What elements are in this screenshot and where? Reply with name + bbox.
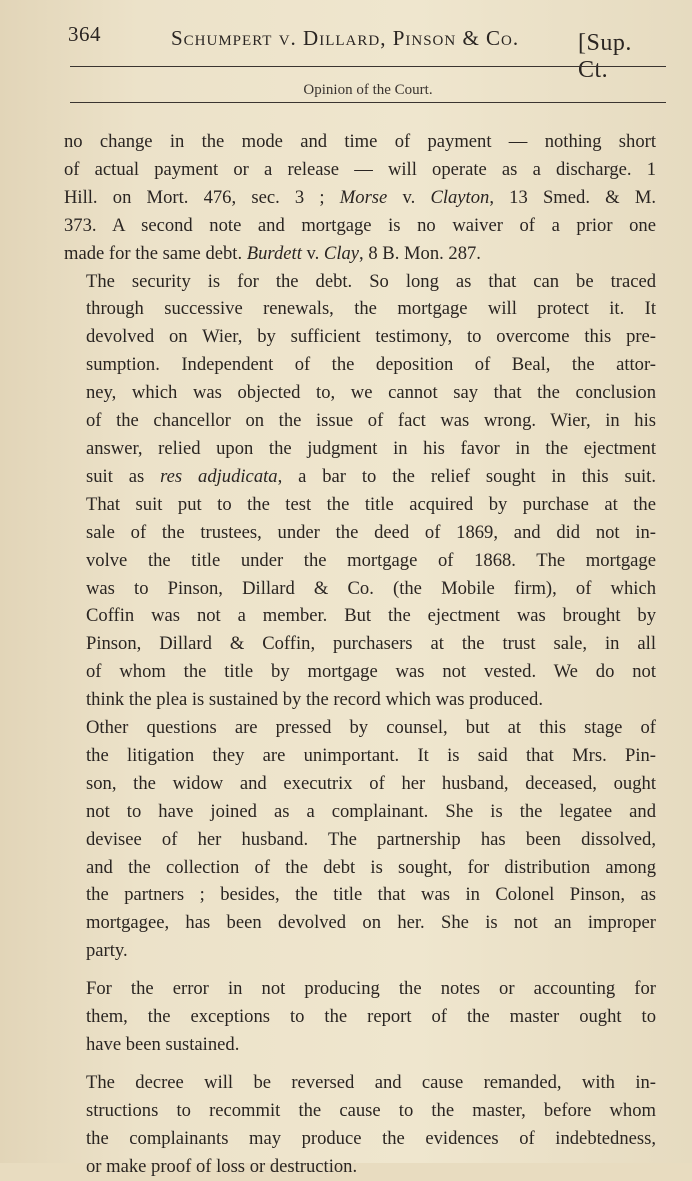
text-line: structions to recommit the cause to the master, before whom <box>86 1099 656 1121</box>
text-line: Other questions are pressed by counsel, but at this stage of <box>86 717 656 739</box>
paragraph <box>64 975 656 1059</box>
text-line: mortgagee, has been devolved on her. She is not an improper <box>86 912 656 934</box>
text-line: the litigation they are unimportant. It is said that Mrs. Pin- <box>86 744 656 766</box>
text-line: The decree will be reversed and cause remanded, with in- <box>86 1071 656 1093</box>
running-title: Schumpert v. Dillard, Pinson & Co. <box>171 26 520 50</box>
text-line: or make proof of loss or destruction. <box>86 1155 358 1177</box>
text-line: was to Pinson, Dillard & Co. (the Mobile firm), of which <box>86 577 656 599</box>
text-line: 373. A second note and mortgage is no waiver of a prior one <box>64 214 656 236</box>
text-line: not to have joined as a complainant. She is the legatee and <box>86 800 656 822</box>
text-line: of actual payment or a release — will operate as a discharge. 1 <box>64 158 656 180</box>
text-line: ney, which was objected to, we cannot say that the conclusion <box>86 382 656 404</box>
page-header <box>68 22 668 83</box>
text-line: devolved on Wier, by sufficient testimony, to overcome this pre- <box>86 326 656 348</box>
text-line: son, the widow and executrix of her husband, deceased, ought <box>86 772 656 794</box>
text-line: devisee of her husband. The partnership has been dissolved, <box>86 828 656 850</box>
text-line: made for the same debt. Burdett v. Clay, 8 B. Mon. 287. <box>64 242 481 264</box>
text-line: For the error in not producing the notes or accounting for <box>86 978 656 1000</box>
text-line: of the chancellor on the issue of fact was wrong. Wier, in his <box>86 410 656 432</box>
text-line: Pinson, Dillard & Coffin, purchasers at the trust sale, in all <box>86 633 656 655</box>
text-line: That suit put to the test the title acquired by purchase at the <box>86 493 656 515</box>
text-line: and the collection of the debt is sought, for distribution among <box>86 856 656 878</box>
text-line: sumption. Independent of the deposition of Beal, the attor- <box>86 354 656 376</box>
paragraph <box>64 268 656 715</box>
text-line: of whom the title by mortgage was not vested. We do not <box>86 661 656 683</box>
text-line: the complainants may produce the evidences of indebtedness, <box>86 1127 656 1149</box>
subheader-rule <box>70 102 666 103</box>
paragraph <box>64 714 656 965</box>
header-rule <box>70 66 666 67</box>
text-line: think the plea is sustained by the record which was produced. <box>86 689 543 711</box>
text-line: Coffin was not a member. But the ejectment was brought by <box>86 605 656 627</box>
section-subheader: Opinion of the Court. <box>303 82 433 98</box>
court-abbreviation: [Sup. Ct. <box>578 30 632 83</box>
text-line: suit as res adjudicata, a bar to the relief sought in this suit. <box>86 465 656 487</box>
opinion-text <box>64 128 656 1181</box>
text-line: party. <box>86 940 128 962</box>
text-line: Hill. on Mort. 476, sec. 3 ; Morse v. Clayton, 13 Smed. & M. <box>64 186 657 208</box>
paragraph <box>64 1069 656 1181</box>
text-line: The security is for the debt. So long as that can be traced <box>86 270 656 292</box>
text-line: them, the exceptions to the report of the master ought to <box>86 1006 656 1028</box>
text-line: answer, relied upon the judgment in his favor in the ejectment <box>86 437 656 459</box>
page-number: 364 <box>68 22 101 46</box>
text-line: volve the title under the mortgage of 1868. The mortgage <box>86 549 656 571</box>
text-line: sale of the trustees, under the deed of 1869, and did not in- <box>86 521 656 543</box>
text-line: no change in the mode and time of payment — nothing short <box>64 131 656 152</box>
text-line: have been sustained. <box>86 1034 240 1055</box>
text-line: through successive renewals, the mortgage will protect it. It <box>86 298 656 320</box>
paragraph <box>64 128 656 268</box>
text-line: the partners ; besides, the title that was in Colonel Pinson, as <box>86 884 656 906</box>
